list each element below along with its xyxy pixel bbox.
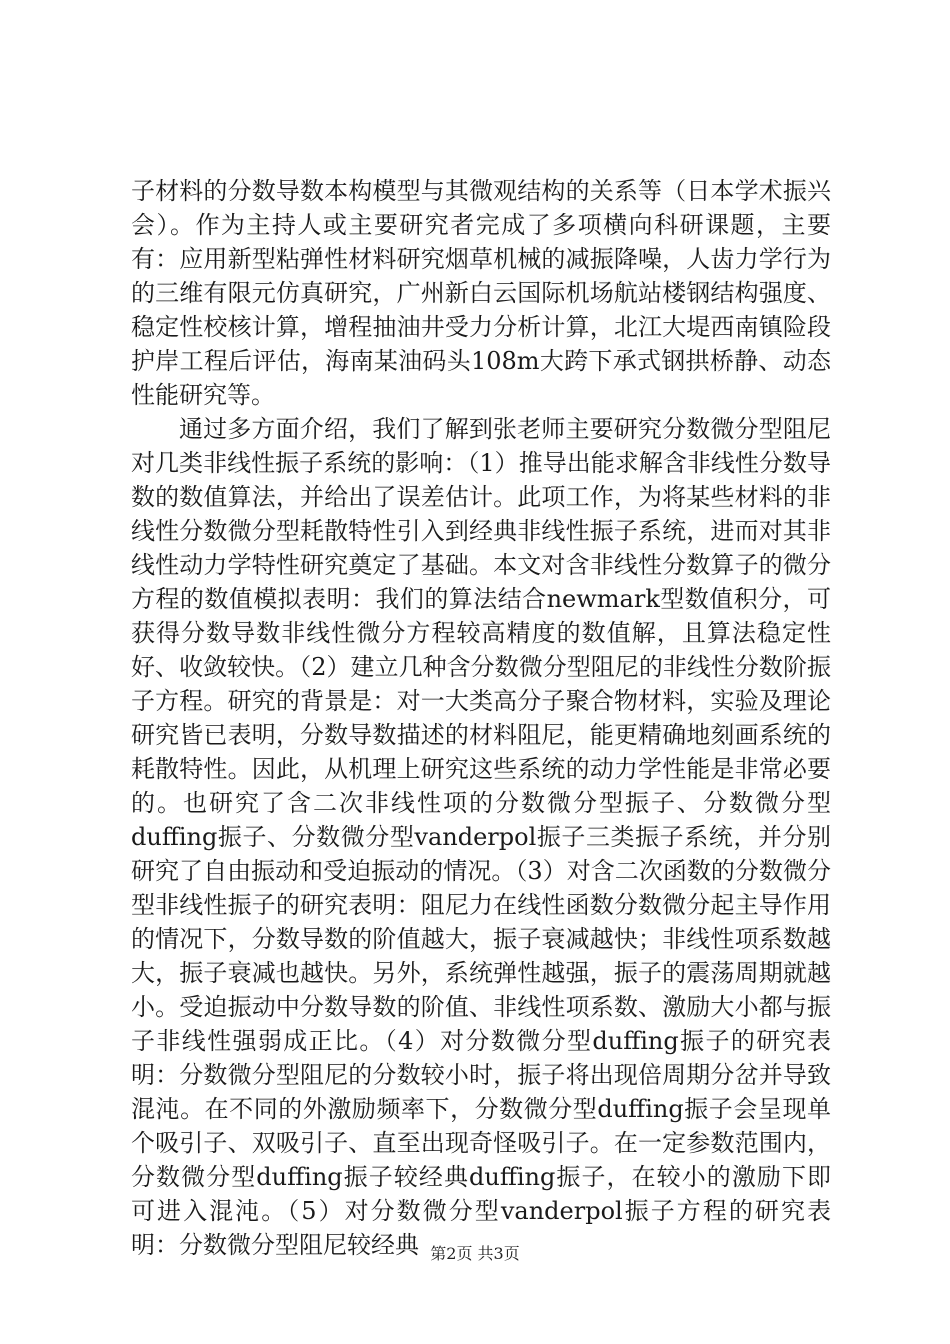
page-footer: 第2页 共3页 <box>430 1244 520 1263</box>
body-text <box>131 174 831 1262</box>
paragraph-research-summary: 通过多方面介绍，我们了解到张老师主要研究分数微分型阻尼对几类非线性振子系统的影响：（1）推导出能求解含非线性分数导数的数值算法，并给出了误差估计。此项工作，为将某些材料的非线性分数微分型耗散特性引入到经典非线性振子系统，进而对其非线性动力学特性研究奠定了基础。本文对含非线性分数算子的微分方程的数值模拟表明：我们的算法结合newmark型数值积分，可获得分数导数非线性微分方程较高精度的数值解，且算法稳定性好、收敛较快。（2）建立几种含分数微分型阻尼的非线性分数阶振子方程。研究的背景是：对一大类高分子聚合物材料，实验及理论研究皆已表明，分数导数描述的材料阻尼，能更精确地刻画系统的耗散特性。因此，从机理上研究这些系统的动力学性能是非常必要的。也研究了含二次非线性项的分数微分型振子、分数微分型duffing振子、分数微分型vanderpol振子三类振子系统，并分别研究了自由振动和受迫振动的情况。（3）对含二次函数的分数微分型非线性振子的研究表明：阻尼力在线性函数分数微分起主导作用的情况下，分数导数的阶值越大，振子衰减越快；非线性项系数越大，振子衰减也越快。另外，系统弹性越强，振子的震荡周期就越小。受迫振动中分数导数的阶值、非线性项系数、激励大小都与振子非线性强弱成正比。（4）对分数微分型duffing振子的研究表明：分数微分型阻尼的分数较小时，振子将出现倍周期分岔并导致混沌。在不同的外激励频率下，分数微分型duffing振子会呈现单个吸引子、双吸引子、直至出现奇怪吸引子。在一定参数范围内，分数微分型duffing振子较经典duffing振子，在较小的激励下即可进入混沌。（5）对分数微分型vanderpol振子方程的研究表明：分数微分型阻尼较经典 <box>131 415 831 1259</box>
paragraph-continued: 子材料的分数导数本构模型与其微观结构的关系等（日本学术振兴会）。作为主持人或主要研究者完成了多项横向科研课题，主要有：应用新型粘弹性材料研究烟草机械的减振降噪，人齿力学行为的三维有限元仿真研究，广州新白云国际机场航站楼钢结构强度、稳定性校核计算，增程抽油井受力分析计算，北江大堤西南镇险段护岸工程后评估，海南某油码头108m大跨下承式钢拱桥静、动态性能研究等。 <box>131 177 831 409</box>
